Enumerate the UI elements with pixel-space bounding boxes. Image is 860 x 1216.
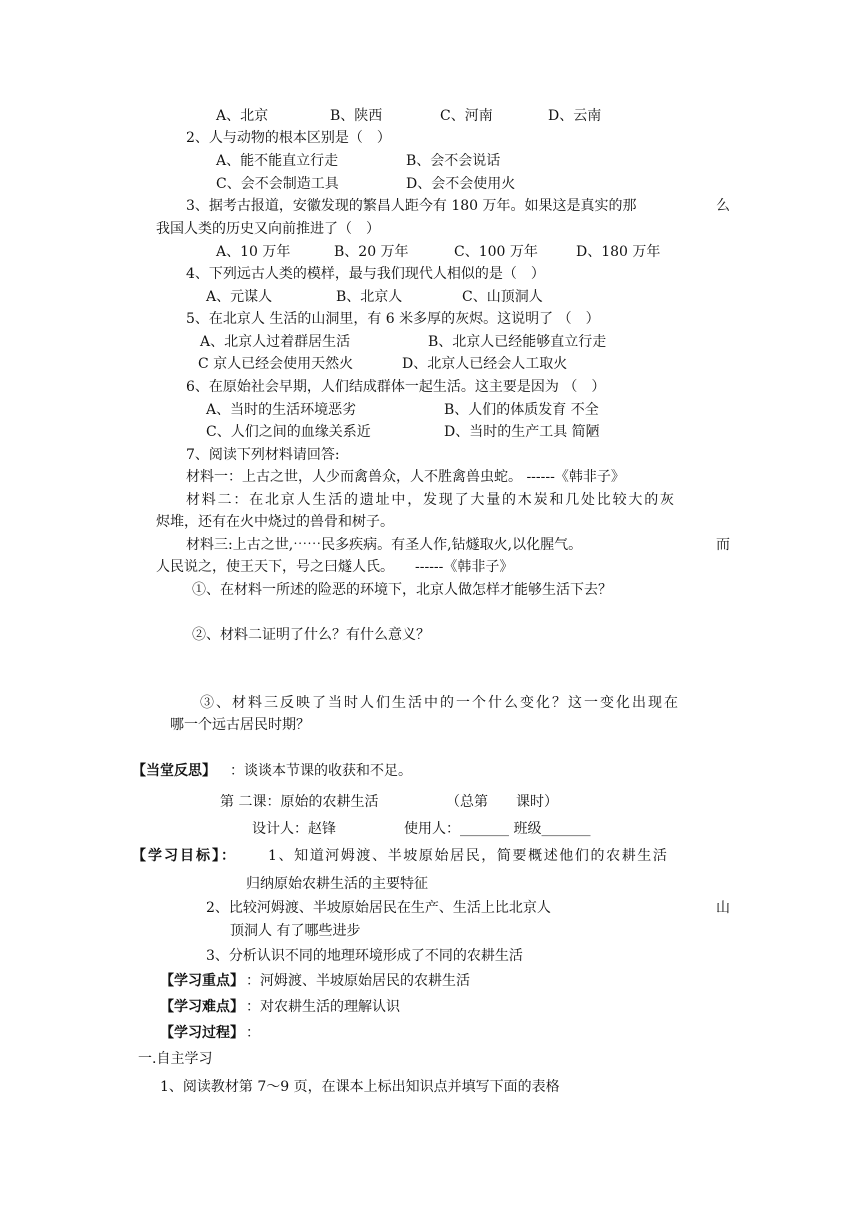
q1-option-c: C、河南 — [440, 108, 493, 124]
q3-option-b: B、20 万年 — [334, 244, 409, 260]
q7-material-3-end: 而 — [716, 537, 730, 553]
q3-option-c: C、100 万年 — [454, 244, 538, 260]
process-colon: ： — [246, 1025, 260, 1041]
goal-1-line2: 归纳原始农耕生活的主要特征 — [246, 876, 428, 892]
process-label: 【学习过程】 — [160, 1025, 244, 1041]
q4-stem: 4、下列远古人类的模样，最与我们现代人相似的是（ ） — [186, 266, 545, 282]
q6-option-c: C、人们之间的血缘关系近 — [206, 424, 371, 440]
goal-2-line1: 2、比较河姆渡、半坡原始居民在生产、生活上比北京人 — [206, 900, 551, 916]
q1-option-a: A、北京 — [216, 108, 269, 124]
goal-3: 3、分析认识不同的地理环境形成了不同的农耕生活 — [206, 948, 523, 964]
q5-option-b: B、北京人已经能够直立行走 — [428, 334, 607, 350]
lesson-designer: 设计人：赵锋 — [252, 821, 336, 837]
q7-sub-question-3-line2: 哪一个远古居民时期？ — [170, 717, 310, 733]
section-self-study: 一.自主学习 — [138, 1051, 213, 1067]
q7-material-1: 材料一：上古之世，人少而禽兽众，人不胜禽兽虫蛇。 ------《韩非子》 — [186, 469, 625, 485]
q7-material-3-line1: 材料三:上古之世,⋯⋯民多疾病。有圣人作,钻燧取火,以化腥气。 — [186, 537, 583, 553]
q6-option-a: A、当时的生活环境恶劣 — [206, 402, 357, 418]
q5-option-c: C 京人已经会使用天然火 — [198, 356, 354, 372]
task-1: 1、阅读教材第 7～9 页，在课本上标出知识点并填写下面的表格 — [160, 1079, 560, 1095]
q7-material-3-line2: 人民说之，使王天下，号之曰燧人氏。 ------《韩非子》 — [156, 559, 514, 575]
q4-option-c: C、山顶洞人 — [462, 289, 543, 305]
q5-option-d: D、北京人已经会人工取火 — [402, 356, 568, 372]
lesson-title: 第 二课：原始的农耕生活 — [220, 794, 379, 810]
key-point-text: ：河姆渡、半坡原始居民的农耕生活 — [246, 973, 470, 989]
q2-option-c: C、会不会制造工具 — [216, 176, 339, 192]
q3-option-a: A、10 万年 — [216, 244, 291, 260]
goal-2-line2: 顶洞人 有了哪些进步 — [230, 923, 361, 939]
goals-label: 【学习目标】： — [132, 848, 237, 864]
reflection-label: 【当堂反思】 — [132, 763, 216, 779]
q4-option-a: A、元谋人 — [206, 289, 273, 305]
lesson-total-periods: （总第 课时） — [446, 794, 558, 810]
q6-stem: 6、在原始社会早期，人们结成群体一起生活。这主要是因为 （ ） — [186, 379, 606, 395]
q6-option-b: B、人们的体质发育 不全 — [444, 402, 599, 418]
q4-option-b: B、北京人 — [336, 289, 403, 305]
q7-sub-question-3-line1: ③、材料三反映了当时人们生活中的一个什么变化？这一变化出现在 — [200, 695, 680, 711]
difficulty-text: ：对农耕生活的理解认识 — [246, 999, 400, 1015]
lesson-user-class: 使用人：_______ 班级_______ — [404, 821, 591, 837]
q3-stem-end: 么 — [716, 198, 730, 214]
q3-option-d: D、180 万年 — [576, 244, 661, 260]
q7-stem: 7、阅读下列材料请回答: — [186, 447, 340, 463]
q1-option-d: D、云南 — [548, 108, 602, 124]
q2-option-b: B、会不会说话 — [406, 153, 501, 169]
q7-sub-question-1: ①、在材料一所述的险恶的环境下，北京人做怎样才能够生活下去？ — [192, 582, 612, 598]
difficulty-label: 【学习难点】 — [160, 999, 244, 1015]
q5-stem: 5、在北京人 生活的山洞里，有 6 米多厚的灰烬。这说明了 （ ） — [186, 311, 600, 327]
q6-option-d: D、当时的生产工具 简陋 — [444, 424, 600, 440]
key-point-label: 【学习重点】 — [160, 973, 244, 989]
goal-2-end: 山 — [716, 900, 730, 916]
q2-option-a: A、能不能直立行走 — [216, 153, 339, 169]
q7-material-2-line1: 材料二：在北京人生活的遗址中，发现了大量的木炭和几处比较大的灰 — [186, 492, 676, 508]
q2-stem: 2、人与动物的根本区别是（ ） — [186, 130, 391, 146]
q7-sub-question-2: ②、材料二证明了什么？有什么意义？ — [192, 627, 430, 643]
q3-stem-line1: 3、据考古报道，安徽发现的繁昌人距今有 180 万年。如果这是真实的那 — [186, 198, 637, 214]
goal-1-line1: 1、知道河姆渡、半坡原始居民，简要概述他们的农耕生活 — [268, 848, 669, 864]
reflection-text: ：谈谈本节课的收获和不足。 — [230, 763, 412, 779]
q1-option-b: B、陕西 — [330, 108, 383, 124]
q2-option-d: D、会不会使用火 — [406, 176, 516, 192]
q5-option-a: A、北京人过着群居生活 — [200, 334, 351, 350]
q3-stem-line2: 我国人类的历史又向前推进了（ ） — [156, 221, 380, 237]
q7-material-2-line2: 烬堆，还有在火中烧过的兽骨和树子。 — [156, 514, 394, 530]
